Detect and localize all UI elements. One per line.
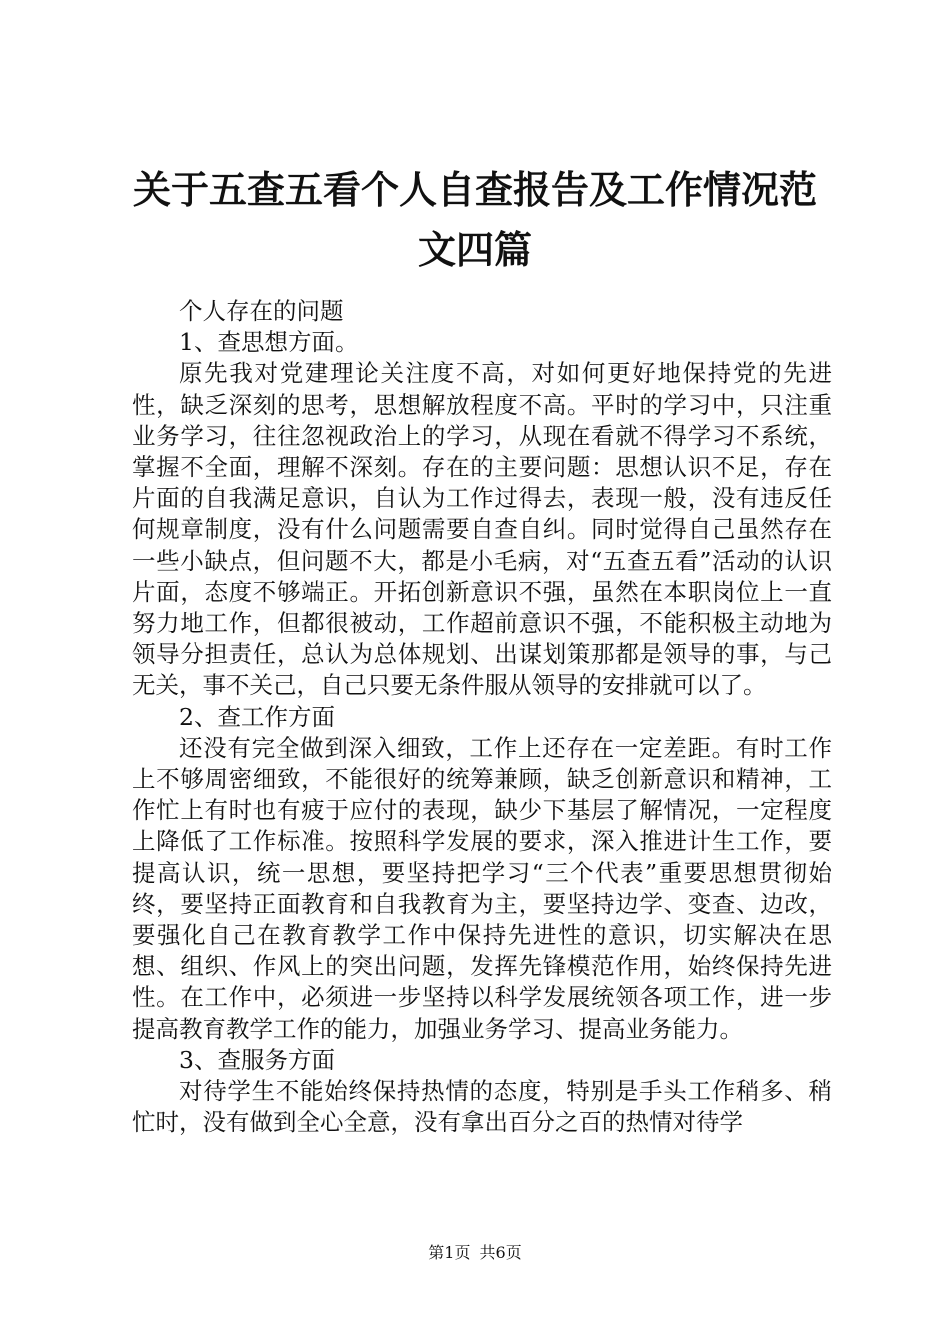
paragraph-thought-content: 原先我对党建理论关注度不高，对如何更好地保持党的先进性，缺乏深刻的思考，思想解放程度不高。平时的学习中，只注重业务学习，往往忽视政治上的学习，从现在看就不得学习不系统，掌握不全面，理解不深刻。存在的主要问题：思想认识不足，存在片面的自我满足意识，自认为工作过得去，表现一般，没有违反任何规章制度，没有什么问题需要自查自纠。同时觉得自己虽然存在一些小缺点，但问题不大，都是小毛病，对“五查五看”活动的认识片面，态度不够端正。开拓创新意识不强，虽然在本职岗位上一直努力地工作，但都很被动，工作超前意识不强，不能积极主动地为领导分担责任，总认为总体规划、出谋划策那都是领导的事，与己无关，事不关己，自己只要无条件服从领导的安排就可以了。: [132, 359, 832, 700]
page-number: 第1页: [428, 1243, 471, 1262]
paragraph-subheading-service: 3、查服务方面: [179, 1045, 335, 1074]
page-footer: [0, 1242, 950, 1264]
paragraph-service-content: 对待学生不能始终保持热情的态度，特别是手头工作稍多、稍忙时，没有做到全心全意，没有拿出百分之百的热情对待学: [132, 1077, 832, 1137]
paragraph-section-heading: 个人存在的问题: [179, 297, 344, 325]
document-body: [132, 296, 832, 1138]
paragraph-subheading-work: 2、查工作方面: [179, 702, 335, 731]
paragraph-subheading-thought: 1、查思想方面。: [179, 328, 359, 357]
page-total: 共6页: [479, 1243, 522, 1262]
paragraph-work-content: 还没有完全做到深入细致，工作上还存在一定差距。有时工作上不够周密细致，不能很好的统筹兼顾，缺乏创新意识和精神，工作忙上有时也有疲于应付的表现，缺少下基层了解情况，一定程度上降低了工作标准。按照科学发展的要求，深入推进计生工作，要提高认识，统一思想，要坚持把学习“三个代表”重要思想贯彻始终，要坚持正面教育和自我教育为主，要坚持边学、变查、边改，要强化自己在教育教学工作中保持先进性的意识，切实解决在思想、组织、作风上的突出问题，发挥先锋模范作用，始终保持先进性。在工作中，必须进一步坚持以科学发展统领各项工作，进一步提高教育教学工作的能力，加强业务学习、提高业务能力。: [132, 733, 832, 1043]
document-title: 关于五查五看个人自查报告及工作情况范文四篇: [132, 167, 817, 272]
